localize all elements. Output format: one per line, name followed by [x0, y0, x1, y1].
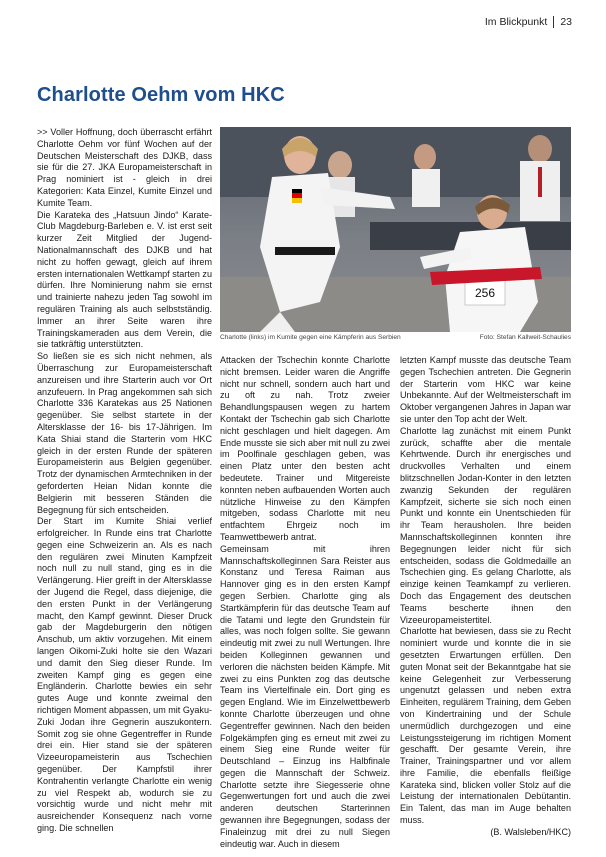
karate-photo-illustration [220, 127, 571, 332]
section-label: Im Blickpunkt [484, 16, 548, 28]
article-column-1 [37, 127, 212, 835]
article-photo [220, 127, 571, 332]
paragraph: Die Karateka des „Hatsuun Jindo“ Karate-Club Magdeburg-Barleben e. V. ist erst seit kurzer Zeit Mitglied der Jugend-Nationalmannschaft des DJKB und hat nicht zu hoffen gewagt, gleich auf ihrem ersten internationalen Wettkampf starten zu dürfen. Ihre Nominierung nahm sie ernst und trainierte nahezu jeden Tag sowohl im regulären Training als auch selbstständig. Immer an ihrer Seite waren ihre Trainingskameraden aus dem Verein, die sie tatkräftig unterstützten. [37, 209, 212, 350]
running-head [485, 16, 572, 28]
photo-credit: Foto: Stefan Kallweit-Schaulies [479, 334, 571, 341]
caption-text: Charlotte (links) im Kumite gegen eine Kämpferin aus Serbien [220, 334, 401, 341]
paragraph: Gemeinsam mit ihren Mannschaftskolleginnen Sara Reister aus Konstanz und Teresa Raiman aus Hannover ging es in den ersten Kampf gegen Serbien. Charlotte ging als Startkämpferin für das deutsche Team auf die Tatami und legte den Grundstein für alles, was noch folgen sollte. Sie gewann eindeutig mit zwei zu null Wertungen. Ihre beiden Kolleginnen gewannen und verloren die nächsten beiden Kämpfe. Mit zwei zu eins Punkten zog das deutsche Team ins Viertelfinale ein. Dort ging es gegen England. Wie im Einzelwettbewerb konnte Charlotte überzeugen und ohne Gegentreffer gewinnen. Nach den beiden Folgekämpfen ging es erneut mit zwei zu einem Sieg eine Runde weiter für Deutschland – Einzug ins Halbfinale gegen die Mannschaft der Schweiz. Charlotte setzte ihre Siegesserie ohne Gegenwertungen fort und auch die zwei anderen deutschen Starterinnen gewannen ihre Begegnungen, sodass der Finaleinzug mit drei zu null Siegen eindeutig war. Auch in diesem [220, 543, 390, 849]
paragraph: Charlotte hat bewiesen, dass sie zu Recht nominiert wurde und konnte die in sie gesetzten Erwartungen erfüllen. Den guten Monat seit der Bekanntgabe hat sie keine Gelegenheit zur Verbesserung ungenutzt gelassen und neben extra Einheiten, regulärem Training, dem Geben von Kindertraining und der Schule unermüdlich durchgezogen und eine Leistungssteigerung im richtigen Moment geschafft. Der gesamte Verein, ihre Trainer, Trainingspartner und vor allem ihre Familie, die ebenfalls fleißige Karateka sind, blicken voller Stolz auf die Leistung der internationalen Debütantin. Ein Talent, das man im Auge behalten muss. [400, 626, 571, 826]
paragraph: So ließen sie es sich nicht nehmen, als Überraschung zur Europameisterschaft anzureisen und ihre Starterin auch vor Ort anzufeuern. In Prag angekommen sah sich Charlotte 336 Karatekas aus 25 Nationen gegenüber. Sie selbst startete in der Altersklasse der 16- bis 17-Jährigen. Im Kata Shiai stand die Starterin vom HKC gleich in der ersten Runde der späteren Europameisterin aus Belgien gegenüber. Trotz der dynamischen Armtechniken in der geforderten Heian Nidan konnte die Belgierin mit besseren Ständen die Begegnung für sich entscheiden. [37, 351, 212, 515]
paragraph: >> Voller Hoffnung, doch überrascht erfährt Charlotte Oehm vor fünf Wochen auf der Deutschen Meisterschaft des DJKB, dass sie für die 27. JKA Europameisterschaft in Prag nominiert ist - gleich in drei Kategorien: Kata Einzel, Kumite Einzel und Kumite Team. [37, 127, 212, 208]
paragraph: letzten Kampf musste das deutsche Team gegen Tschechien antreten. Die Gegnerin der Starterin vom HKC war keine Unbekannte. Auf der Weltmeisterschaft im Oktober vergangenen Jahres in Japan war sie unter den Top acht der Welt. [400, 355, 571, 424]
author-signature: (B. Walsleben/HKC) [490, 826, 571, 837]
photo-caption [220, 334, 571, 341]
paragraph: Attacken der Tschechin konnte Charlotte nicht bremsen. Leider waren die Angriffe nicht nur schnell, sondern auch hart und zu oft zu nah. Trotz zweier Behandlungspausen wegen zu hartem Kontakt der Tschechin gab sich Charlotte nicht geschlagen und hielt dagegen. Am Ende musste sie sich aber mit null zu zwei im Poolfinale geschlagen geben, was einen Platz unter den besten acht bedeutete. Trainer und Mitgereiste konnten neben aufbauenden Worten auch nützliche Hinweise zu den Kämpfen mitgeben, sodass Charlotte mit neu entfachtem Ehrgeiz noch im Teamwettbewerb antrat. [220, 355, 390, 542]
bib-number: 256 [474, 286, 496, 300]
article-title: Charlotte Oehm vom HKC [37, 84, 285, 106]
article-column-3 [400, 355, 571, 839]
paragraph: Der Start im Kumite Shiai verlief erfolgreicher. In Runde eins trat Charlotte gegen eine Schweizerin an. Als es nach den regulären zwei Minuten Kampfzeit noch null zu null stand, ging es in die Verlängerung. Hier greift in der Altersklasse der Jugend die Regel, dass diejenige, die den ersten Punkt in der Verlängerung macht, den Kampf gewinnt. Dieser Druck gab der Magdeburgerin den nötigen Anschub, um aktiv vorzugehen. Mit einem langen Oikomi-Zuki holte sie den Wazari und damit den Sieg dieser Runde. Im zweiten Kampf ging es gegen eine Engländerin. Charlotte bewies ein sehr gutes Auge und konnte zweimal den richtigen Moment abpassen, um mit Gyaku-Zuki Jodan ihre Gegnerin auszukontern. Somit zog sie ohne Gegentreffer in Runde drei ein. Hier stand sie der späteren Vizeeuropameisterin aus Tschechien gegenüber. Der Kampfstil ihrer Kontrahentin verlangte Charlotte ein wenig zu viel Respekt ab, wodurch sie zu vorsichtig wurde und nicht mehr mit ausreichender Konsequenz nach vorne ging. Die schnellen [37, 516, 212, 834]
page-number: 23 [560, 16, 572, 28]
paragraph: Charlotte lag zunächst mit einem Punkt zurück, schaffte aber die mentale Kehrtwende. Durch ihr energisches und druckvolles Verhalten und einem blitzschnellen Jodan-Konter in den letzten zwanzig Sekunden der regulären Kampfzeit, sicherte sie sich noch einen Punkt und konnte ein Unentschieden für ihr Team herausholen. Ihre beiden Mannschaftskolleginnen konnten ihre Begegnungen leider nicht für sich entscheiden, sodass die Goldmedaille an Tschechien ging. Es gelang Charlotte, als einzige keinen Teamkampf zu verlieren. Doch das Engagement des deutschen Teams bescherte ihnen den Vizeeuropameistertitel. [400, 425, 571, 625]
header-divider [553, 16, 554, 28]
article-column-2 [220, 355, 390, 850]
